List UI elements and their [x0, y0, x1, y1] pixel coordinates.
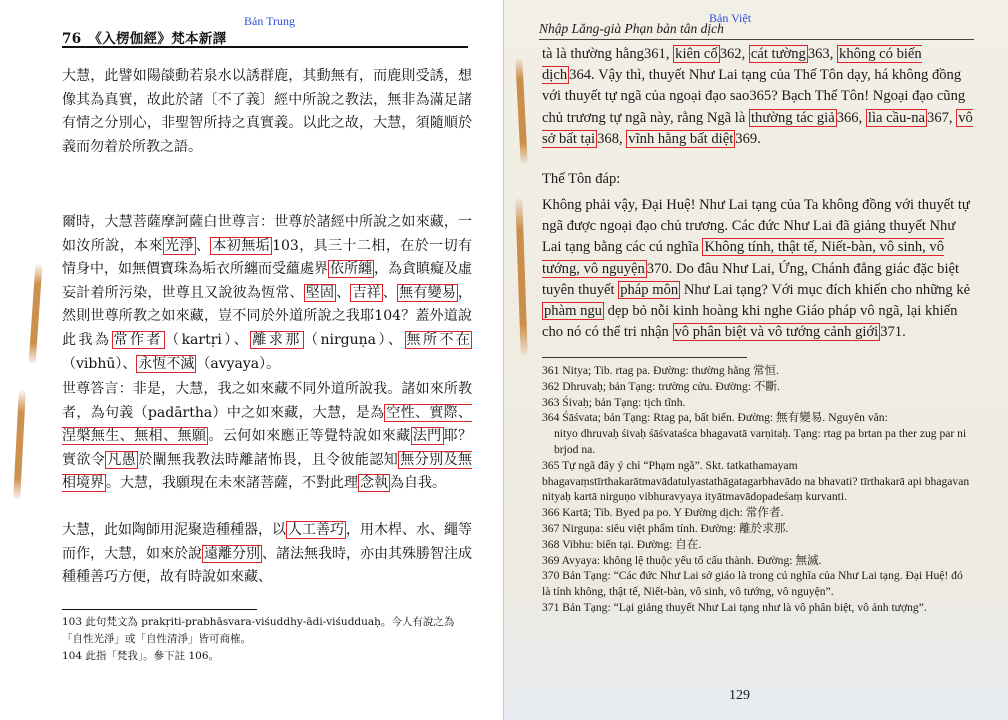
boxed-term: 法門	[412, 428, 442, 445]
boxed-term: 無有變易	[399, 284, 457, 301]
boxed-term: vô sở bất tại	[542, 109, 973, 147]
left-footnote-rule	[62, 609, 257, 610]
boxed-term: 依所纏	[330, 261, 372, 278]
right-running-head: Nhập Lăng-già Phạn bản tân dịch	[539, 21, 724, 36]
right-footnote: 367 Nirguṇa: siêu việt phẩm tính. Đường: 離於求那.	[542, 521, 789, 535]
boxed-term: 永恆不滅	[138, 355, 195, 372]
boxed-term: 無分別及無相境界	[62, 451, 473, 492]
boxed-term: 空性、實際、涅槃無生、無相、無願	[62, 404, 472, 445]
right-footnote: 364 Śāśvata; bản Tạng: Rtag pa, bất biến. Đường: 無有變易. Nguyên văn:	[542, 411, 888, 425]
left-page-label: Bản Trung	[244, 14, 296, 28]
boxed-term: 離求那	[252, 331, 302, 348]
boxed-term: kiên cố	[675, 46, 718, 62]
right-footnote-rule	[542, 357, 747, 358]
left-footnote: 104 此指「梵我」。參下註 106。	[62, 650, 220, 662]
right-footnote: 368 Vibhu: biến tại. Đường: 自在.	[542, 537, 702, 551]
right-page-vietnamese	[504, 0, 1008, 720]
left-paragraph-1: 大慧，此譬如陽燄動若泉水以誘群鹿，其動無有，而鹿則受誘，想像其為真實，故此於諸〔不了義〕經中所說之教法，無非為滿足諸有情之分別心，非聖智所持之真實義。以此之故，大慧，須隨順於義而勿着於所教之語。	[62, 68, 472, 155]
boxed-term: 本初無垢	[212, 237, 271, 254]
left-footnote: 103 此句梵文為 prakṛiti-prabhāsvara-viśuddhy-ādi-viśudduaḥ。今人有說之為「自性光淨」或「自性清淨」皆可商榷。	[62, 616, 455, 645]
boxed-term: phàm ngu	[544, 303, 602, 320]
boxed-term: lìa cầu-na	[867, 109, 926, 126]
right-footnote: 362 Dhruvaḥ; bản Tạng: trường cửu. Đường: 不斷.	[542, 379, 780, 393]
boxed-term: không có biến dịch	[542, 46, 922, 84]
boxed-term: vĩnh hằng bất diệt	[628, 130, 734, 147]
right-paragraph-3: Không phải vậy, Đại Huệ! Như Lai tạng của Ta không đồng với thuyết tự ngã được ngoại đạo chủ trương. Các đức Như Lai đã giảng thuyết Như Lai tạng bằng các cú nghĩa Không tính, thật tế, Niết-bàn, vô sinh, vô tướng, vô nguyện 370. Do đâu Như Lai, Ứng, Chánh đẳng giác đặc biệt tuyên thuyết pháp môn Như Lai tạng? Với mục đích khiến cho những kẻ phàm ngu dẹp bỏ nỗi kinh hoàng khi nghe Giáo pháp vô ngã, lại khiến cho nó có thể tri nhận vô phân biệt và vô tướng cảnh giới 371.	[542, 197, 971, 341]
highlight-stroke	[515, 58, 528, 164]
boxed-term: 人工善巧	[288, 522, 344, 538]
highlight-stroke	[13, 390, 26, 500]
highlight-stroke	[29, 264, 43, 364]
right-paragraph-2: Thế Tôn đáp:	[542, 171, 621, 187]
boxed-term: 光淨	[165, 237, 194, 254]
left-paragraph-4: 大慧，此如陶師用泥聚造種種器，以 人工善巧 ，用木桿、水、繩等而作，大慧，如來於說 遠離分別 、諸法無我時，亦由其殊勝智注成種種善巧方便，故有時說如來藏、	[62, 522, 472, 586]
boxed-term: cát tường	[750, 46, 806, 62]
left-paragraph-3: 世尊答言：非是，大慧，我之如來藏不同外道所說我。諸如來所教者，為句義（padārtha）中之如來藏，大慧，是為 空性、實際、涅槃無生、無相、無願 。云何如來應正等覺特說如來藏 法門 耶？實欲令 凡愚 於闡無我教法時離諸怖畏，且令彼能認知 無分別及無相境界 。大慧，我願現在未來諸菩薩，不對此理 念執 為自我。	[62, 381, 473, 492]
boxed-term: 常作者	[113, 331, 164, 348]
right-footnote: 370 Bản Tạng: “Các đức Như Lai sở giáo là trong cú nghĩa của Như Lai tạng. Đại Huệ! đó là tính không, thật tế, Niết-bàn, vô sinh, vô tướng, vô nguyện”.	[542, 569, 963, 599]
boxed-term: pháp môn	[620, 281, 679, 298]
boxed-term: 遠離分別	[204, 545, 260, 562]
left-paragraph-2: 爾時，大慧菩薩摩訶薩白世尊言：世尊於諸經中所說之如來藏，一如汝所說，本來 光淨 、 本初無垢 103，具三十二相，在於一切有情身中，如無價寶珠為垢衣所纏而受蘊處界 依所纏 ，為貪瞋癡及虛妄計着所污染，世尊且又說彼為恆常、 堅固 、 吉祥 、 無有變易 ，然則世尊所教之如來藏，豈不同於外道所說之我耶104？蓋外道說此我為 常作者 （kartṛi）、 離求那 （nirguṇa）、 無所不在（vibhū）、 永恆不滅 （avyaya）。	[62, 214, 473, 372]
right-page-label: Bản Việt	[709, 11, 752, 25]
right-footnote: 365 Tự ngã đây ý chỉ “Phạm ngã”. Skt. tatkathamayam bhagavaṃstīrthakarātmavādatulyastathāgatagarbhavādo na bhavati? tīrthakarā api bhagavan nityaḥ kartā nirguṇo vibhuravyaya ityātmavādopadeśaṃ kurvanti.	[542, 458, 970, 504]
right-footnote: 361 Nitya; Tib. rtag pa. Đường: thường hằng 常恒.	[542, 364, 780, 377]
page-number: 129	[729, 688, 750, 703]
boxed-term: 堅固	[305, 284, 335, 301]
boxed-term: 念執	[360, 475, 388, 492]
right-footnote: 369 Avyaya: không lệ thuộc yếu tố cấu thành. Đường: 無滅.	[542, 553, 822, 567]
left-header-rule	[62, 46, 468, 48]
left-running-head: 76 《入楞伽經》梵本新譯	[62, 31, 227, 47]
right-footnote: 371 Bản Tạng: “Lại giảng thuyết Như Lai tạng như là vô phân biệt, vô ảnh tượng”.	[542, 600, 927, 614]
right-footnote: nityo dhruvaḥ śivaḥ śāśvataśca bhagavatā varṇitaḥ. Tạng: rtag pa brtan pa ther zug par ni brjod na.	[554, 427, 967, 456]
right-paragraph-1: tà là thường hằng361, kiên cố 362, cát tường 363, không có biến dịch 364. Vậy thì, thuyết Như Lai tạng của Thế Tôn dạy, há không đồng với thuyết tự ngã của ngoại đạo sao365? Bạch Thế Tôn! Ngoại đạo cũng chủ trương tự ngã này, rằng Ngã là thường tác giả 366, lìa cầu-na 367, vô sở bất tại 368, vĩnh hằng bất diệt 369.	[542, 46, 973, 147]
boxed-term: Không tính, thật tế, Niết-bàn, vô sinh, vô tướng, vô nguyện	[542, 239, 945, 277]
boxed-term: thường tác giả	[750, 109, 835, 126]
right-footnote: 366 Kartā; Tib. Byed pa po. Y Đường dịch: 常作者.	[542, 506, 784, 520]
right-footnote: 363 Śivaḥ; bản Tạng: tịch tĩnh.	[542, 395, 686, 409]
boxed-term: vô phân biệt và vô tướng cảnh giới	[674, 324, 879, 341]
right-header-rule	[539, 39, 974, 40]
highlight-stroke	[515, 198, 528, 356]
boxed-term: 吉祥	[352, 284, 381, 301]
boxed-term: 無所不在	[406, 331, 471, 348]
boxed-term: 凡愚	[107, 451, 137, 468]
right-footnotes	[542, 363, 974, 616]
